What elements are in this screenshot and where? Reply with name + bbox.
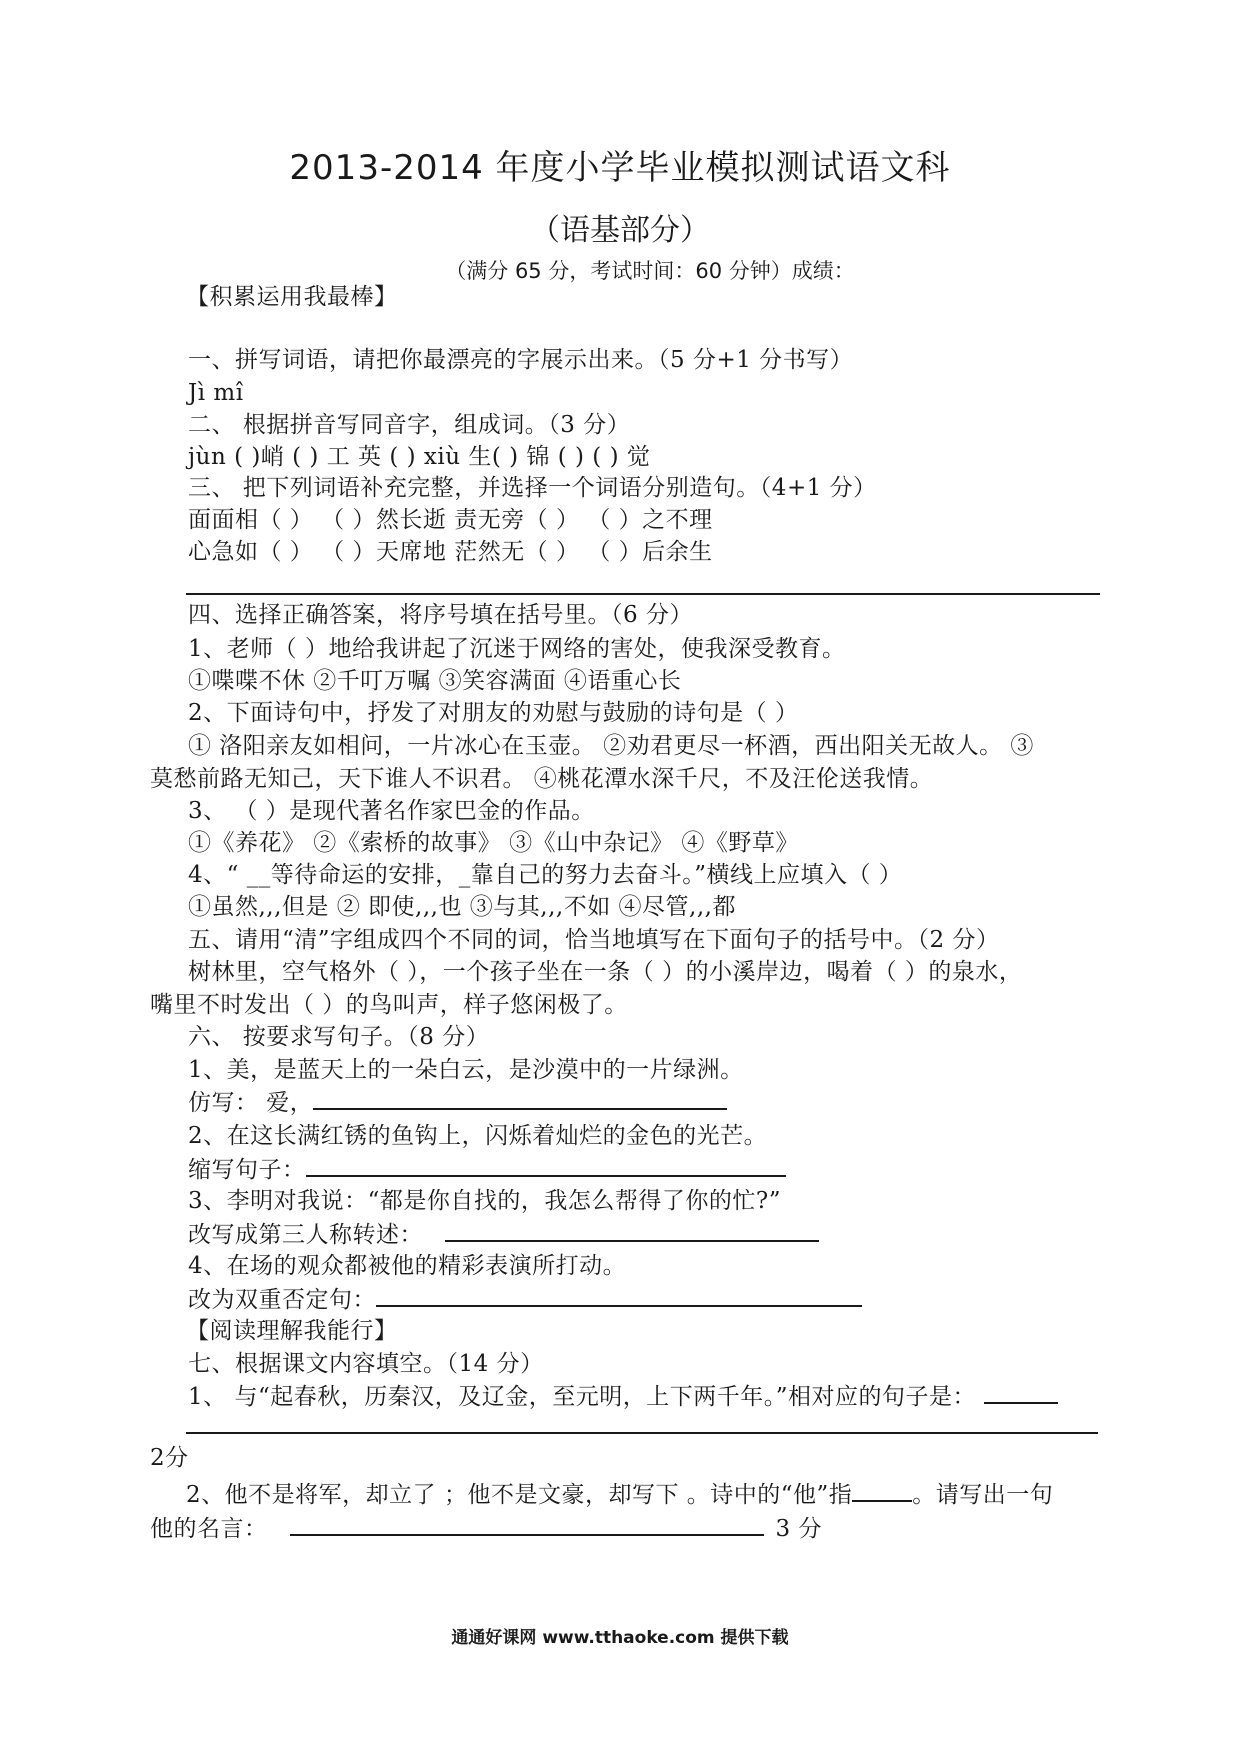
- q6-item3-answer: [188, 1220, 819, 1249]
- page-footer: 通通好课网 www.tthaoke.com 提供下载: [451, 1628, 789, 1648]
- q6-item3-label: 改写成第三人称转述：: [188, 1222, 423, 1248]
- q4-item4-options: ①虽然,,,但是 ② 即使,,,也 ③与其,,,不如 ④尽管,,,都: [188, 894, 736, 920]
- q6-item2: 2、在这长满红锈的鱼钩上，闪烁着灿烂的金色的光芒。: [188, 1123, 768, 1149]
- q4-item2-options-b: 莫愁前路无知己，天下谁人不识君。 ④桃花潭水深千尺，不及汪伦送我情。: [150, 766, 934, 792]
- q7-text: 七、根据课文内容填空。（14 分）: [188, 1351, 544, 1377]
- q6-item3: 3、李明对我说：“都是你自找的，我怎么帮得了你的忙?”: [188, 1188, 781, 1214]
- q6-item2-answer: [188, 1155, 786, 1184]
- q2-row: jùn ( )峭 ( ) 工 英 ( ) xiù 生( ) 锦 ( ) ( ) 觉: [188, 444, 651, 470]
- q7-item1-answer-line: [186, 1432, 1098, 1434]
- q4-item2: 2、下面诗句中，抒发了对朋友的劝慰与鼓励的诗句是（ ）: [188, 700, 799, 726]
- q4-item1-options: ①喋喋不休 ②千叮万嘱 ③笑容满面 ④语重心长: [188, 668, 682, 694]
- q3-row2: 心急如（ ） （ ）天席地 茫然无（ ） （ ）后余生: [188, 539, 713, 565]
- q6-item2-label: 缩写句子：: [188, 1157, 306, 1183]
- answer-blank[interactable]: [306, 1155, 786, 1177]
- q3-row1: 面面相（ ） （ ）然长逝 责无旁（ ） （ ）之不理: [188, 507, 713, 533]
- q1-text: 一、拼写词语，请把你最漂亮的字展示出来。（5 分+1 分书写）: [188, 347, 854, 373]
- q6-item4-answer: [188, 1285, 862, 1314]
- answer-blank[interactable]: [852, 1480, 912, 1502]
- answer-blank[interactable]: [984, 1382, 1058, 1404]
- q7-item2-line1: [186, 1480, 1053, 1509]
- q7-item2-line2: [150, 1514, 822, 1543]
- q6-item1: 1、美，是蓝天上的一朵白云，是沙漠中的一片绿洲。: [188, 1057, 744, 1083]
- q1-pinyin: Jì mî: [188, 380, 244, 406]
- q7-item2-label: 他的名言：: [150, 1516, 268, 1542]
- q7-item1-score: 2分: [150, 1445, 189, 1471]
- q4-item4: 4、“ __等待命运的安排，_靠自己的努力去奋斗。”横线上应填入（ ）: [188, 862, 903, 888]
- q6-item1-label: 仿写： 爱，: [188, 1090, 314, 1116]
- q3-text: 三、 把下列词语补充完整，并选择一个词语分别造句。（4+1 分）: [188, 475, 877, 501]
- q5-text: 五、请用“清”字组成四个不同的词，恰当地填写在下面句子的括号中。（2 分）: [188, 927, 1000, 953]
- q6-item4-label: 改为双重否定句：: [188, 1287, 376, 1313]
- q3-answer-line: [186, 593, 1100, 595]
- q6-item1-answer: [188, 1088, 727, 1117]
- q4-item1: 1、老师（ ）地给我讲起了沉迷于网络的害处，使我深受教育。: [188, 636, 846, 662]
- q2-text: 二、 根据拼音写同音字，组成词。（3 分）: [188, 412, 631, 438]
- q4-item2-options-a: ① 洛阳亲友如相问，一片冰心在玉壶。 ②劝君更尽一杯酒，西出阳关无故人。 ③: [188, 733, 1034, 759]
- q6-text: 六、 按要求写句子。（8 分）: [188, 1024, 490, 1050]
- answer-blank[interactable]: [313, 1088, 727, 1110]
- q7-item2-text: 2、他不是将军，却立了 ；他不是文豪，却写下 。诗中的“他”指: [186, 1482, 853, 1508]
- q5-line2: 嘴里不时发出（ ）的鸟叫声，样子悠闲极了。: [150, 992, 628, 1018]
- q4-text: 四、选择正确答案，将序号填在括号里。（6 分）: [188, 602, 693, 628]
- section-heading-reading: 【阅读理解我能行】: [186, 1318, 398, 1344]
- q5-line1: 树林里，空气格外（ ），一个孩子坐在一条（ ）的小溪岸边，喝着（ ）的泉水，: [188, 959, 1023, 985]
- exam-title: 2013-2014 年度小学毕业模拟测试语文科: [289, 148, 951, 188]
- q4-item3-options: ①《养花》 ②《索桥的故事》 ③《山中杂记》 ④《野草》: [188, 830, 799, 856]
- answer-blank[interactable]: [376, 1285, 862, 1307]
- answer-blank[interactable]: [445, 1220, 819, 1242]
- q4-item3: 3、 （ ）是现代著名作家巴金的作品。: [188, 798, 595, 824]
- q7-item1-text: 1、 与“起春秋，历秦汉，及辽金，至元明，上下两千年。”相对应的句子是：: [188, 1384, 976, 1410]
- answer-blank[interactable]: [290, 1514, 764, 1536]
- q7-item1: [188, 1382, 1058, 1411]
- q7-item2-score: 3 分: [775, 1516, 822, 1542]
- exam-subtitle: （语基部分）: [530, 213, 710, 248]
- q7-item2-text-end: 。请写出一句: [912, 1482, 1054, 1508]
- exam-info: （满分 65 分，考试时间：60 分钟）成绩：: [445, 259, 855, 283]
- section-heading-accumulation: 【积累运用我最棒】: [186, 284, 398, 310]
- q6-item4: 4、在场的观众都被他的精彩表演所打动。: [188, 1253, 627, 1279]
